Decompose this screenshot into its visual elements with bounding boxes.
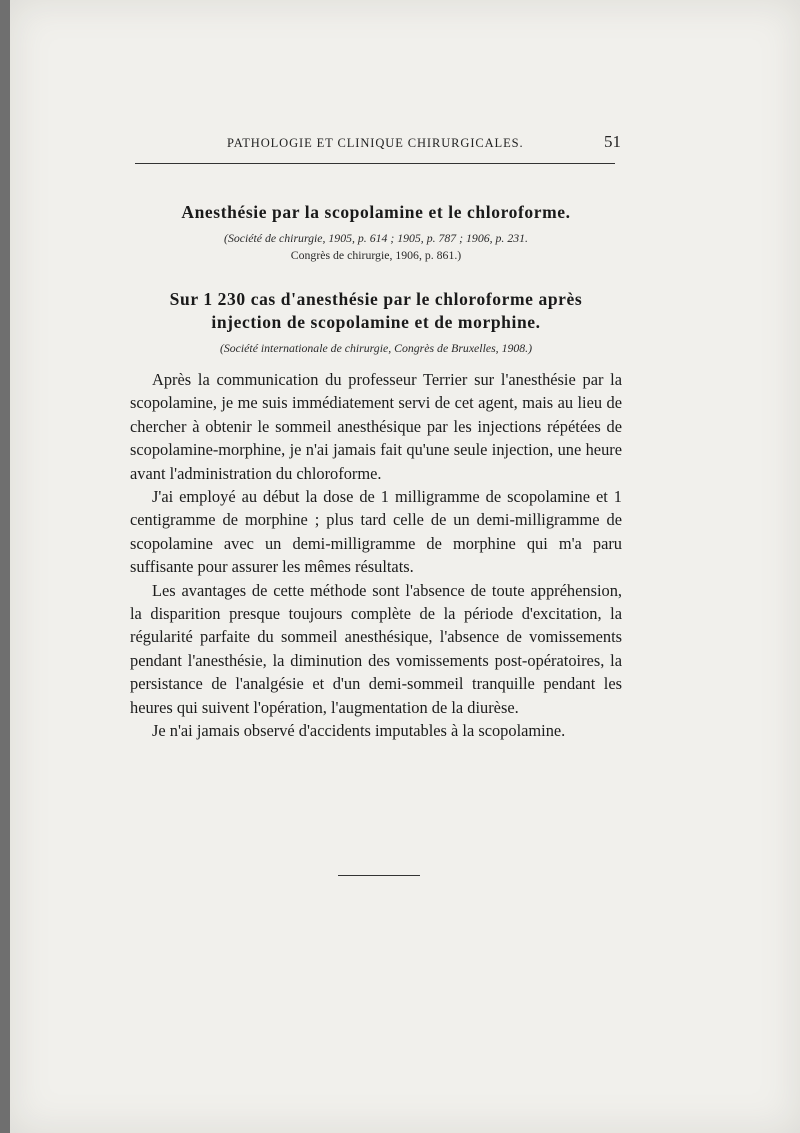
page-number: 51 [604,132,621,151]
section-1230-cas [128,288,624,357]
closing-rule [338,875,420,876]
section-title-line: injection de scopolamine et de morphine. [211,312,541,332]
section-citation [128,340,624,357]
section-title: Anesthésie par la scopolamine et le chloroforme. [181,202,571,222]
body-text [130,368,622,743]
paragraph: Après la communication du professeur Terrier sur l'anesthésie par la scopolamine, je me suis immédiatement servi de cet agent, mais au lieu de chercher à obtenir le sommeil anesthésique par les injections répétées de scopolamine-morphine, je n'ai jamais fait qu'une seule injection, une heure avant l'administration du chloroforme. [130,370,622,483]
paragraph: J'ai employé au début la dose de 1 milligramme de scopolamine et 1 centigramme de morphine ; plus tard celle de un demi-milligramme de scopolamine avec un demi-milligramme de morphine qui m'a paru suffisante pour assurer les mêmes résultats. [130,487,622,577]
paragraph: Les avantages de cette méthode sont l'absence de toute appréhension, la disparition presque toujours complète de la période d'excitation, la régularité parfaite du sommeil anesthésique, l'absence de vomissements pendant l'anesthésie, la diminution des vomissements post-opératoires, la persistance de l'analgésie et d'un demi-sommeil tranquille pendant les heures qui suivent l'opération, l'augmentation de la diurèse. [130,580,622,717]
header-rule [135,163,615,164]
section-scopolamine-chloroforme [128,201,624,264]
section-title-line: Sur 1 230 cas d'anesthésie par le chloroforme après [169,289,583,309]
running-header [145,132,625,156]
section-citation [128,230,624,264]
section-title [128,288,624,334]
citation-line: Congrès de chirurgie, 1906, p. 861.) [290,248,462,262]
citation-line: (Société internationale de chirurgie, Congrès de Bruxelles, 1908.) [219,341,533,355]
citation-line: (Société de chirurgie, 1905, p. 614 ; 1905, p. 787 ; 1906, p. 231. [224,231,528,245]
paragraph: Je n'ai jamais observé d'accidents imputables à la scopolamine. [152,721,566,741]
running-title: PATHOLOGIE ET CLINIQUE CHIRURGICALES. [227,136,524,150]
